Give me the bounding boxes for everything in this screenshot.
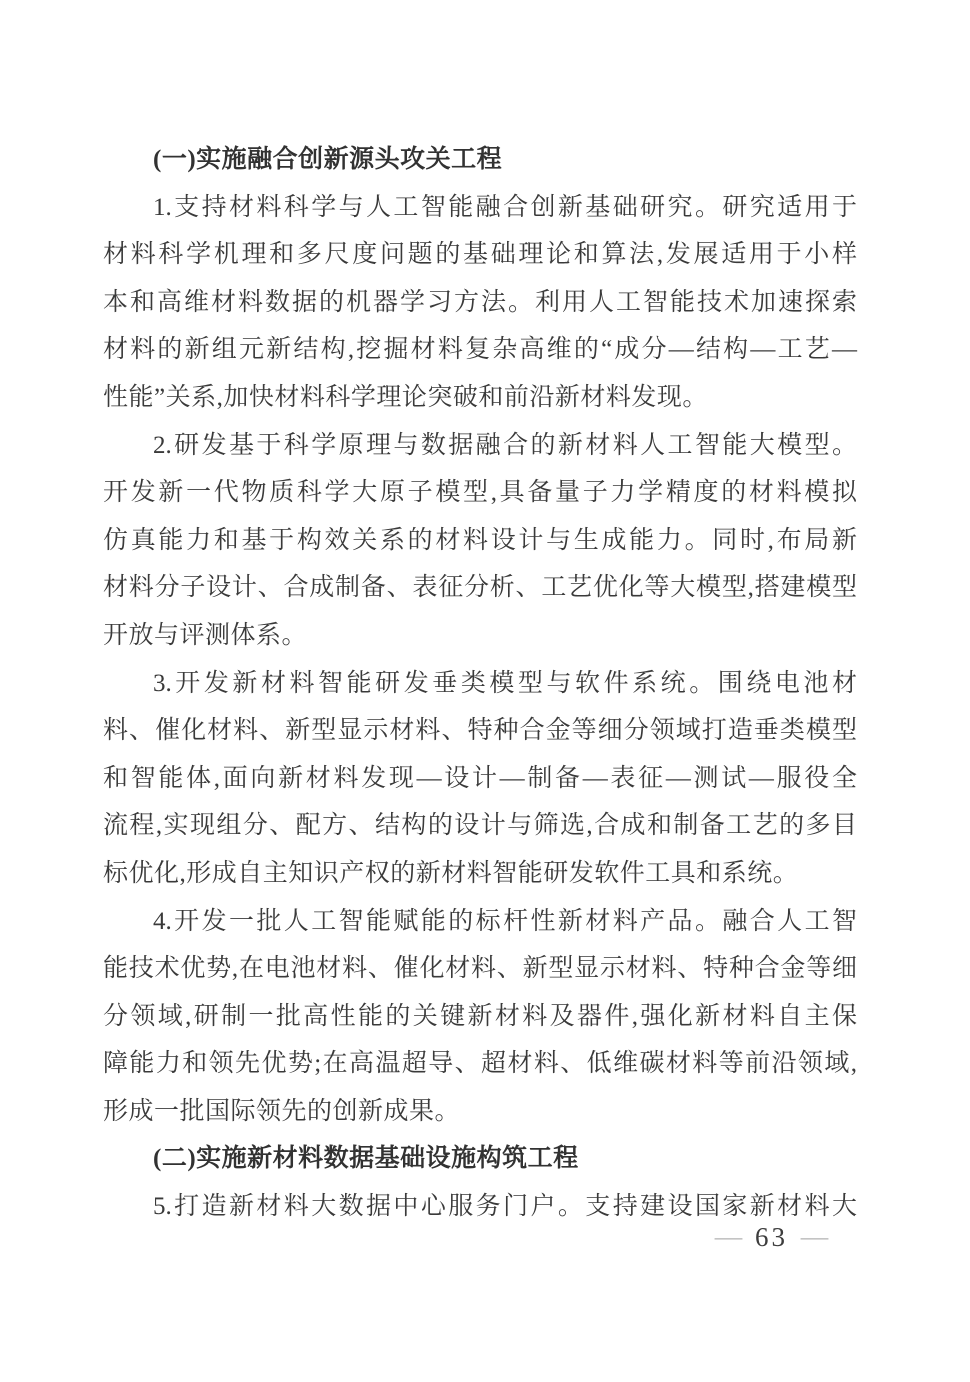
text-line: 5.打造新材料大数据中心服务门户。支持建设国家新材料大 [153,1193,857,1221]
text-line: 分领域,研制一批高性能的关键新材料及器件,强化新材料自主保 [103,1002,857,1030]
text-line: 形成一批国际领先的创新成果。 [103,1097,461,1125]
section-heading: (一)实施融合创新源头攻关工程 [153,146,503,173]
page-number-left-dash: — [714,1223,743,1251]
text-line: 材料科学机理和多尺度问题的基础理论和算法,发展适用于小样 [103,241,857,269]
text-line: 流程,实现组分、配方、结构的设计与筛选,合成和制备工艺的多目 [103,812,857,840]
section-heading: (二)实施新材料数据基础设施构筑工程 [153,1145,579,1173]
text-line: 开发新一代物质科学大原子模型,具备量子力学精度的材料模拟 [103,479,857,507]
document-body [103,136,857,1231]
text-line: 3.开发新材料智能研发垂类模型与软件系统。围绕电池材 [153,669,857,697]
text-line: 能技术优势,在电池材料、催化材料、新型显示材料、特种合金等细 [103,955,857,983]
page-number [716,1222,827,1253]
text-line: 本和高维材料数据的机器学习方法。利用人工智能技术加速探索 [103,288,857,316]
text-line: 和智能体,面向新材料发现—设计—制备—表征—测试—服役全 [103,764,857,792]
text-line: 2.研发基于科学原理与数据融合的新材料人工智能大模型。 [153,431,857,459]
text-line: 性能”关系,加快材料科学理论突破和前沿新材料发现。 [103,383,708,411]
text-line: 材料分子设计、合成制备、表征分析、工艺优化等大模型,搭建模型 [103,574,857,602]
text-line: 1.支持材料科学与人工智能融合创新基础研究。研究适用于 [153,193,857,221]
text-line: 材料的新组元新结构,挖掘材料复杂高维的“成分—结构—工艺— [103,336,857,364]
text-line: 仿真能力和基于构效关系的材料设计与生成能力。同时,布局新 [103,526,857,554]
text-line: 开放与评测体系。 [103,621,308,649]
page-number-right-dash: — [800,1223,829,1251]
text-line: 标优化,形成自主知识产权的新材料智能研发软件工具和系统。 [103,859,799,887]
text-line: 料、催化材料、新型显示材料、特种合金等细分领域打造垂类模型 [103,717,857,745]
page-number-value: 63 [755,1222,788,1252]
text-line: 障能力和领先优势;在高温超导、超材料、低维碳材料等前沿领域, [103,1050,857,1078]
text-line: 4.开发一批人工智能赋能的标杆性新材料产品。融合人工智 [153,907,857,935]
